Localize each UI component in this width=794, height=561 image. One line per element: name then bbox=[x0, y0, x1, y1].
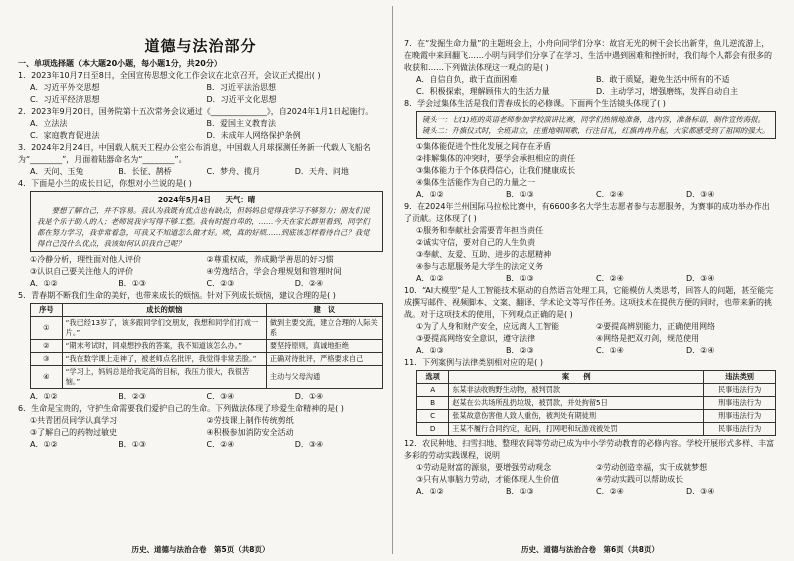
options-row bbox=[404, 189, 776, 201]
question-stem: 5．青春期不断我们生命的美好，也带来成长的烦恼。针对下列成长烦恼，建议合理的是( ) bbox=[18, 291, 336, 300]
law-table-wrap bbox=[416, 370, 776, 436]
option-d: D．②④ bbox=[294, 279, 324, 288]
item-1: ①为了人身和财产安全，应远离人工智能 bbox=[416, 322, 560, 331]
question-stem: 2．2023年9月20日，国务院第十五次常务会议通过《______________》，自2024年1月1日起施行。 bbox=[18, 107, 374, 116]
option-d: D．主动学习，增强磨练，发挥自动自主 bbox=[596, 87, 739, 96]
option-c: C．②④ bbox=[596, 487, 624, 496]
options-row bbox=[18, 439, 383, 451]
option-a: A．①② bbox=[416, 274, 444, 283]
question-10 bbox=[404, 285, 776, 357]
question-stem: 7．在“发掘生命力量”的主题班会上，小舟向同学们分享：故宫无光的树干会长出新芽，鱼儿逆流游上，在晚霞中来回翻飞……小明与同学们分享了在学习、生活中遇到困难和挫折时，我们每个人都会有很多的收获和……下列做法体现这一观点的是( ) bbox=[404, 39, 772, 72]
item-3: ③了解自己的药物过敏史 bbox=[30, 428, 118, 437]
left-page bbox=[18, 0, 383, 561]
header-cell: 成长的烦恼 bbox=[62, 304, 266, 317]
question-3 bbox=[18, 142, 383, 178]
option-c: C．①④ bbox=[596, 346, 624, 355]
option-a: A．习近平外交思想 bbox=[30, 83, 100, 92]
items-row bbox=[404, 474, 776, 486]
question-stem: 8．学会过集体生活是我们青春成长的必修课。下面两个生活镜头体现了( ) bbox=[404, 99, 666, 108]
option-a: A．①③ bbox=[416, 346, 444, 355]
item-1: ①共青团员同学认真学习 bbox=[30, 416, 118, 425]
option-a: A．①② bbox=[30, 440, 58, 449]
question-11 bbox=[404, 357, 776, 436]
question-stem: 11．下列案例与法律类别相对应的是( ) bbox=[404, 358, 543, 367]
table-row bbox=[31, 340, 383, 353]
table-cell: “我已经13岁了，该多跟同学们交朋友，我想和同学们打成一片。” bbox=[62, 317, 266, 340]
question-4 bbox=[18, 178, 383, 290]
option-c: C．家庭教育促进法 bbox=[30, 131, 100, 140]
table-cell: 要坚持原则，真诚地拒绝 bbox=[266, 340, 382, 353]
option-a: A．①② bbox=[416, 190, 444, 199]
items-row bbox=[404, 462, 776, 474]
option-b: B．习近平法治思想 bbox=[206, 83, 276, 92]
table-cell: 正确对待批评，严格要求自己 bbox=[266, 353, 382, 366]
table-header bbox=[31, 304, 383, 317]
item-2: ②要提高辨别能力，正确使用网络 bbox=[596, 322, 716, 331]
law-table bbox=[416, 370, 776, 436]
option-b: B．②③ bbox=[506, 346, 534, 355]
table-cell: A bbox=[417, 384, 449, 397]
option-c: C．习近平经济思想 bbox=[30, 95, 100, 104]
item-4: ④积极参加消防安全活动 bbox=[206, 428, 294, 437]
diary-date: 2024年5月4日 天气：晴 bbox=[157, 195, 256, 204]
option-c: C．梦舟、揽月 bbox=[206, 167, 261, 176]
question-7 bbox=[404, 38, 776, 98]
question-stem: 12．农民种地、扫雪扫地、整理农间等劳动已成为中小学劳动教育的必修内容。学校开展形式多样、丰富多彩的劳动实践课程，说明 bbox=[404, 439, 775, 460]
question-9 bbox=[404, 201, 776, 285]
table-cell: ④ bbox=[31, 366, 63, 389]
question-12 bbox=[404, 438, 776, 498]
question-stem: 9．在2024年兰州国际马拉松比赛中，有6600多名大学生志愿者参与志愿服务，为赛事的成功举办作出了贡献。这体现了( ) bbox=[404, 202, 770, 223]
option-c: C．②③ bbox=[206, 279, 235, 288]
table-cell: ③ bbox=[31, 353, 63, 366]
item-2: ②尊重权威，养成勤学善思的好习惯 bbox=[206, 255, 334, 264]
options-row bbox=[404, 86, 776, 98]
option-b: B．①③ bbox=[506, 487, 534, 496]
item-3: ③集体能力于个体获得信心，让我们健康成长 bbox=[416, 166, 576, 175]
option-b: B．长征、鹊桥 bbox=[118, 167, 172, 176]
table-cell: 刑事违法行为 bbox=[704, 397, 776, 410]
table-row bbox=[31, 317, 383, 340]
item-2: ②劳动创造幸福，实干成就梦想 bbox=[596, 463, 708, 472]
option-c: C．③④ bbox=[206, 392, 235, 401]
option-a: A．立法法 bbox=[30, 119, 68, 128]
option-b: B．敢于质疑，避免生活中所有的不适 bbox=[596, 75, 730, 84]
item-4: ④集体生活能作为自己的力量之一 bbox=[416, 178, 536, 187]
question-stem: 10．“AI大模型”是人工智能技术驱动的自然语言处理工具，它能模仿人类思考，回答人的问题，甚至能完成撰写邮件、视频脚本、文案、翻译、学术论文等写作任务。这项技术在提供方便的同时，也带来新的挑战。对于这项技术的使用，下列观点正确的是( ) bbox=[404, 286, 774, 319]
item-2: ②排解集体的冲突时，要学会承担相应的责任 bbox=[416, 154, 576, 163]
option-b: B．②③ bbox=[118, 392, 147, 401]
option-d: D．③④ bbox=[686, 487, 715, 496]
worry-table bbox=[30, 303, 383, 389]
options-row bbox=[404, 273, 776, 285]
option-a: A．自信自负，敢于直面困难 bbox=[416, 75, 518, 84]
item-3: ③要提高网络安全意识，遵守法律 bbox=[416, 334, 536, 343]
options-row bbox=[404, 345, 776, 357]
lens-one: 镜头一：七(1)班的英语老师参加学校演讲比赛，同学们热情地准备，选内容，准备标语，制作宣传海报。 bbox=[422, 115, 766, 124]
option-c: C．②④ bbox=[596, 274, 624, 283]
top-spacer bbox=[404, 0, 776, 38]
item-3: ③认识自己要关注他人的评价 bbox=[30, 267, 134, 276]
question-stem: 3．2024年2月24日，中国载人航天工程办公室公布消息，中国载人月球探测任务新一代载人飞船名为“________”，月面着陆器命名为“________”。 bbox=[18, 143, 371, 164]
table-row bbox=[417, 410, 776, 423]
question-6 bbox=[18, 403, 383, 451]
item-2: ②诚实守信，要对自己的人生负责 bbox=[416, 238, 536, 247]
option-b: B．①③ bbox=[506, 274, 534, 283]
question-stem: 6．生命是宝贵的，守护生命需要我们爱护自己的生命。下列做法体现了珍爱生命精神的是( ) bbox=[18, 404, 344, 413]
option-d: D．天舟、问地 bbox=[294, 167, 349, 176]
question-2 bbox=[18, 106, 383, 142]
table-row bbox=[31, 353, 383, 366]
table-cell: “学习上，妈妈总是给我定高的目标，我压力很大，我很苦恼。” bbox=[62, 366, 266, 389]
table-cell: 民事违法行为 bbox=[704, 423, 776, 436]
header-cell: 案 例 bbox=[449, 371, 704, 384]
table-cell: ① bbox=[31, 317, 63, 340]
diary-text: 要想了解自己，并不容易。我认为我既有优点也有缺点，但妈妈总觉得我学习不够努力；朋友们说我是个乐于助人的人；老师说我字写得不够工整。我有时挺自卑的，……今天在家长群里看到，同学们都在努力学习，我非常着急，可我又不知道怎么做才好。唉，真的好烦……到底该怎样看待自己？我觉得自己没什么优点，我该如何认识我自己呢？ bbox=[37, 206, 370, 248]
options-row bbox=[18, 391, 383, 403]
table-cell: 民事违法行为 bbox=[704, 384, 776, 397]
table-cell: D bbox=[417, 423, 449, 436]
item-4: ④参与志愿服务是大学生的法定义务 bbox=[416, 262, 544, 271]
table-row bbox=[31, 366, 383, 389]
header-cell: 选项 bbox=[417, 371, 449, 384]
page-title: 道德与法治部分 bbox=[144, 37, 257, 55]
item-4: ④网络是把双刃剑，规范使用 bbox=[596, 334, 700, 343]
diary-box bbox=[30, 191, 383, 252]
option-d: D．③④ bbox=[294, 440, 324, 449]
table-cell: B bbox=[417, 397, 449, 410]
header-cell: 违法类别 bbox=[704, 371, 776, 384]
options-row bbox=[18, 118, 383, 130]
option-d: D．①④ bbox=[294, 392, 324, 401]
options-row bbox=[404, 74, 776, 86]
table-cell: 做到主要交流，建立合理的人际关系 bbox=[266, 317, 382, 340]
option-a: A．①② bbox=[30, 279, 58, 288]
options-row bbox=[18, 82, 383, 94]
option-c: C．②④ bbox=[596, 190, 624, 199]
table-header bbox=[417, 371, 776, 384]
option-c: C．②④ bbox=[206, 440, 235, 449]
table-row bbox=[417, 423, 776, 436]
table-cell: ② bbox=[31, 340, 63, 353]
item-1: ①冷静分析，理性面对他人评价 bbox=[30, 255, 142, 264]
option-c: C．积极探索，理解顾伟大的生活力量 bbox=[416, 87, 550, 96]
option-b: B．爱国主义教育法 bbox=[206, 119, 276, 128]
table-row bbox=[417, 397, 776, 410]
item-3: ③只有从事脑力劳动，才能体现人生价值 bbox=[416, 475, 560, 484]
table-row bbox=[417, 384, 776, 397]
table-cell: “期末考试时，同桌想抄我的答案，我不知道该怎么办。” bbox=[62, 340, 266, 353]
items-row bbox=[404, 321, 776, 333]
table-cell: 赵某在公共场所乱扔垃圾，被罚款，并处拘留5日 bbox=[449, 397, 704, 410]
item-3: ③奉献、友爱、互助、进步的志愿精神 bbox=[416, 250, 552, 259]
section-heading: 一、单项选择题（本大题20小题，每小题1分，共20分） bbox=[18, 59, 222, 68]
worry-table-wrap bbox=[30, 303, 383, 389]
table-cell: 张某故意伤害他人致人重伤，被判处有期徒刑 bbox=[449, 410, 704, 423]
lens-two: 镜头二：升旗仪式时，全班肃立，庄重地唱国歌，行注目礼，红旗冉冉升起，大家都感受到了祖国的强大。 bbox=[422, 126, 770, 135]
option-d: D．③④ bbox=[686, 274, 715, 283]
option-d: D．③④ bbox=[686, 190, 715, 199]
items-row bbox=[18, 266, 383, 278]
table-cell: “我在数学课上走神了，被老师点名批评，我觉得非常丢脸。” bbox=[62, 353, 266, 366]
option-a: A．①② bbox=[30, 392, 58, 401]
item-4: ④劳动实践可以帮助成长 bbox=[596, 475, 684, 484]
items-row bbox=[18, 427, 383, 439]
table-cell: C bbox=[417, 410, 449, 423]
options-row bbox=[18, 166, 383, 178]
items-row bbox=[404, 333, 776, 345]
item-1: ①服务和奉献社会需要青年担当责任 bbox=[416, 226, 544, 235]
question-stem: 1．2023年10月7日至8日，全国宣传思想文化工作会议在北京召开，会议正式提出( ) bbox=[18, 71, 321, 80]
option-a: A．①② bbox=[416, 487, 444, 496]
item-4: ④劳逸结合，学会合理规划和管理时间 bbox=[206, 267, 342, 276]
question-stem: 4．下面是小兰的成长日记，你想对小兰说的是( ) bbox=[18, 179, 192, 188]
options-row bbox=[18, 278, 383, 290]
item-2: ②劳技课上制作传统剪纸 bbox=[206, 416, 294, 425]
header-cell: 建 议 bbox=[266, 304, 382, 317]
table-cell: 东某非法收购野生动物，被判罚款 bbox=[449, 384, 704, 397]
header-cell: 序号 bbox=[31, 304, 63, 317]
table-cell: 主动与父母沟通 bbox=[266, 366, 382, 389]
option-b: B．①③ bbox=[118, 440, 147, 449]
option-d: D．习近平文化思想 bbox=[206, 95, 277, 104]
lens-box bbox=[416, 111, 776, 139]
items-row bbox=[18, 254, 383, 266]
option-b: B．①③ bbox=[506, 190, 534, 199]
table-cell: 刑事违法行为 bbox=[704, 410, 776, 423]
question-5 bbox=[18, 290, 383, 403]
options-row bbox=[404, 486, 776, 498]
table-cell: 王某不履行合同约定，起码，打网吧和玩游戏被处罚 bbox=[449, 423, 704, 436]
page-footer: 历史、道德与法治合卷 第5页（共8页） bbox=[131, 545, 270, 554]
option-d: D．未成年人网络保护条例 bbox=[206, 131, 301, 140]
question-8 bbox=[404, 98, 776, 201]
item-1: ①劳动是财富的源泉，要增强劳动观念 bbox=[416, 463, 552, 472]
option-a: A．天问、玉兔 bbox=[30, 167, 84, 176]
page-divider bbox=[392, 6, 393, 554]
option-b: B．①③ bbox=[118, 279, 147, 288]
item-1: ①集体能促进个性化发展之间存在矛盾 bbox=[416, 142, 552, 151]
page-footer: 历史、道德与法治合卷 第6页（共8页） bbox=[521, 545, 659, 554]
options-row bbox=[18, 94, 383, 106]
options-row bbox=[18, 130, 383, 142]
option-d: D．②④ bbox=[686, 346, 715, 355]
items-row bbox=[18, 415, 383, 427]
right-page bbox=[404, 0, 776, 561]
question-1 bbox=[18, 70, 383, 106]
